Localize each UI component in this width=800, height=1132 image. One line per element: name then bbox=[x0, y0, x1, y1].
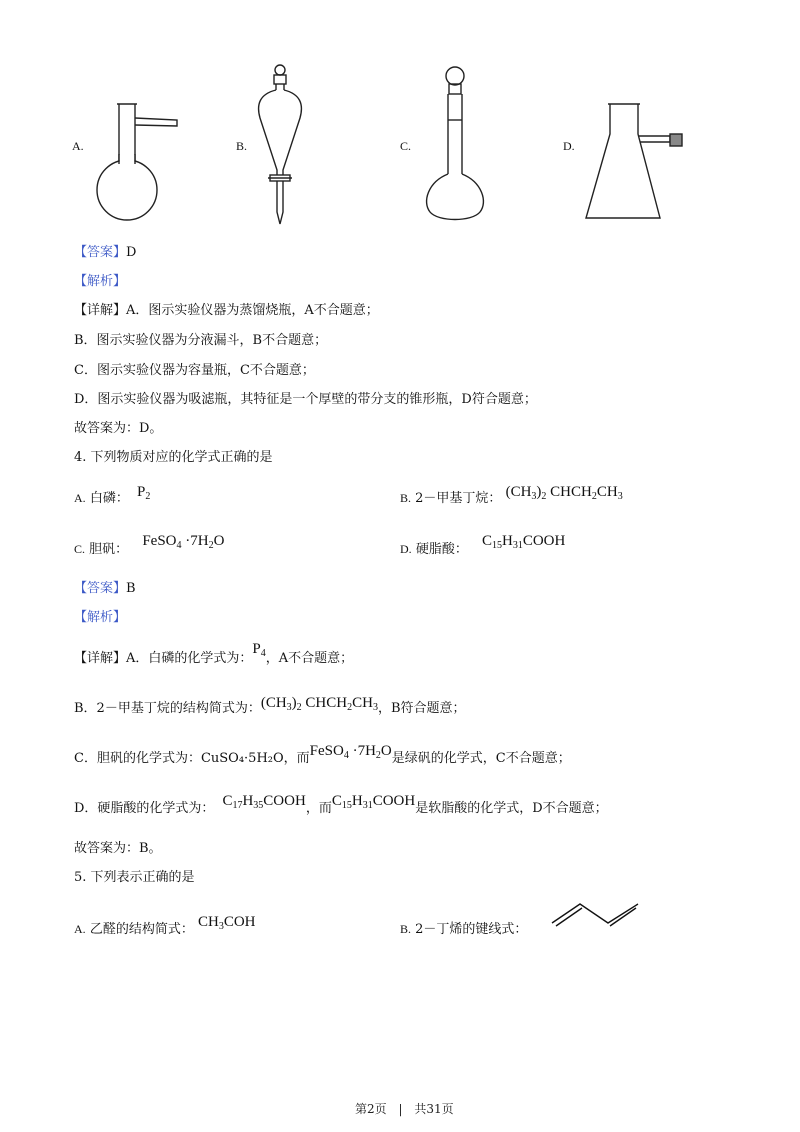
answer-tag: 【答案】 bbox=[74, 581, 127, 596]
option-letter: D. bbox=[400, 542, 412, 556]
detail-text-end: ，A不合题意； bbox=[265, 651, 354, 666]
q3-conclusion: 故答案为：D。 bbox=[74, 421, 163, 436]
option-label: 胆矾： bbox=[89, 542, 129, 557]
option-b-letter: B. bbox=[236, 139, 248, 153]
separatory-funnel-icon bbox=[250, 62, 310, 227]
formula-feso4: FeSO$_4$ $\cdot 7H_2O$ bbox=[309, 743, 392, 761]
formula-c17h35cooh: $C_{17}H_{35}COOH$ bbox=[222, 793, 306, 811]
bond-line-formula-icon bbox=[550, 898, 642, 928]
option-label: 白磷： bbox=[89, 491, 129, 506]
q3-detail-line-a bbox=[74, 299, 379, 318]
footer-separator: | bbox=[398, 1102, 403, 1116]
option-letter: B. bbox=[400, 922, 412, 936]
formula-ch3coh: $CH_3COH$ bbox=[197, 914, 256, 932]
q4-conclusion: 故答案为：B。 bbox=[74, 841, 162, 856]
q4-answer-line bbox=[74, 577, 136, 596]
page-footer bbox=[355, 1100, 454, 1117]
option-label: 乙醛的结构简式： bbox=[89, 922, 194, 937]
detail-text-end: 是绿矾的化学式，C不合题意； bbox=[391, 751, 571, 766]
q4-detail-line-c bbox=[74, 743, 571, 768]
option-label: 2－丁烯的键线式： bbox=[415, 922, 528, 937]
detail-text-end: ，B符合题意； bbox=[377, 701, 466, 716]
option-letter: B. bbox=[400, 491, 412, 505]
detail-text: B．2－甲基丁烷的结构简式为： bbox=[74, 701, 261, 716]
detail-text-mid: ，而 bbox=[305, 801, 332, 816]
q3-analysis-tag: 【解析】 bbox=[74, 274, 127, 289]
answer-value: B bbox=[126, 581, 136, 596]
option-label: 2－甲基丁烷： bbox=[415, 491, 502, 506]
option-letter: A. bbox=[74, 922, 86, 936]
q4-option-d bbox=[400, 533, 566, 559]
formula-c15h31cooh: $C_{15}H_{31}COOH$ bbox=[331, 793, 416, 811]
option-c-letter: C. bbox=[400, 139, 412, 153]
detail-text: A．白磷的化学式为： bbox=[126, 651, 253, 666]
q3-detail-line-b: B．图示实验仪器为分液漏斗，B不合题意； bbox=[74, 333, 328, 348]
q5-option-b bbox=[400, 918, 527, 937]
q4-option-b bbox=[400, 484, 623, 508]
answer-value: D bbox=[126, 245, 137, 260]
formula-c15h31cooh: $C_{15}H_{31}COOH$ bbox=[481, 533, 566, 551]
q4-detail-line-b bbox=[74, 697, 466, 718]
q4-detail-line-a bbox=[74, 641, 354, 668]
detail-text-end: 是软脂酸的化学式，D不合题意； bbox=[415, 801, 608, 816]
detail-text: A．图示实验仪器为蒸馏烧瓶，A不合题意； bbox=[126, 303, 379, 318]
answer-tag: 【答案】 bbox=[74, 245, 127, 260]
q3-answer-line bbox=[74, 241, 136, 260]
q4-detail-line-d bbox=[74, 793, 608, 818]
distilling-flask-icon bbox=[95, 100, 185, 225]
option-label: 硬脂酸： bbox=[415, 542, 468, 557]
detail-text: C．胆矾的化学式为：CuSO₄·5H₂O，而 bbox=[74, 751, 310, 766]
option-d-letter: D. bbox=[563, 139, 575, 153]
page-total: 共31页 bbox=[414, 1102, 454, 1116]
q5-option-a bbox=[74, 914, 256, 939]
formula-p2: $P_2$ bbox=[136, 484, 151, 502]
page-number: 第2页 bbox=[355, 1102, 387, 1116]
detail-text: D．硬脂酸的化学式为： bbox=[74, 801, 215, 816]
formula-2-methylbutane: $(CH_3)_2$ $CHCH_2CH_3$ bbox=[505, 484, 623, 502]
q3-detail-line-c: C．图示实验仪器为容量瓶，C不合题意； bbox=[74, 363, 315, 378]
option-letter: A. bbox=[74, 491, 86, 505]
detail-tag: 【详解】 bbox=[74, 651, 127, 666]
volumetric-flask-icon bbox=[420, 64, 490, 224]
q4-stem: 4. 下列物质对应的化学式正确的是 bbox=[74, 450, 273, 465]
q4-option-a bbox=[74, 484, 151, 508]
option-letter: C. bbox=[74, 542, 86, 556]
q5-stem: 5. 下列表示正确的是 bbox=[74, 870, 195, 885]
option-a-letter: A. bbox=[72, 139, 84, 153]
formula-p4: $P_4$ bbox=[252, 641, 266, 659]
q4-option-c bbox=[74, 533, 225, 559]
q4-analysis-tag: 【解析】 bbox=[74, 610, 127, 625]
formula-feso4: FeSO$_4$ $\cdot 7H_2O$ bbox=[142, 533, 225, 551]
formula-2-methylbutane: $(CH_3)_2$ $CHCH_2CH_3$ bbox=[260, 695, 378, 713]
q3-detail-line-d: D．图示实验仪器为吸滤瓶，其特征是一个厚壁的带分支的锥形瓶，D符合题意； bbox=[74, 392, 537, 407]
suction-flask-icon bbox=[580, 100, 690, 225]
detail-tag: 【详解】 bbox=[74, 303, 127, 318]
